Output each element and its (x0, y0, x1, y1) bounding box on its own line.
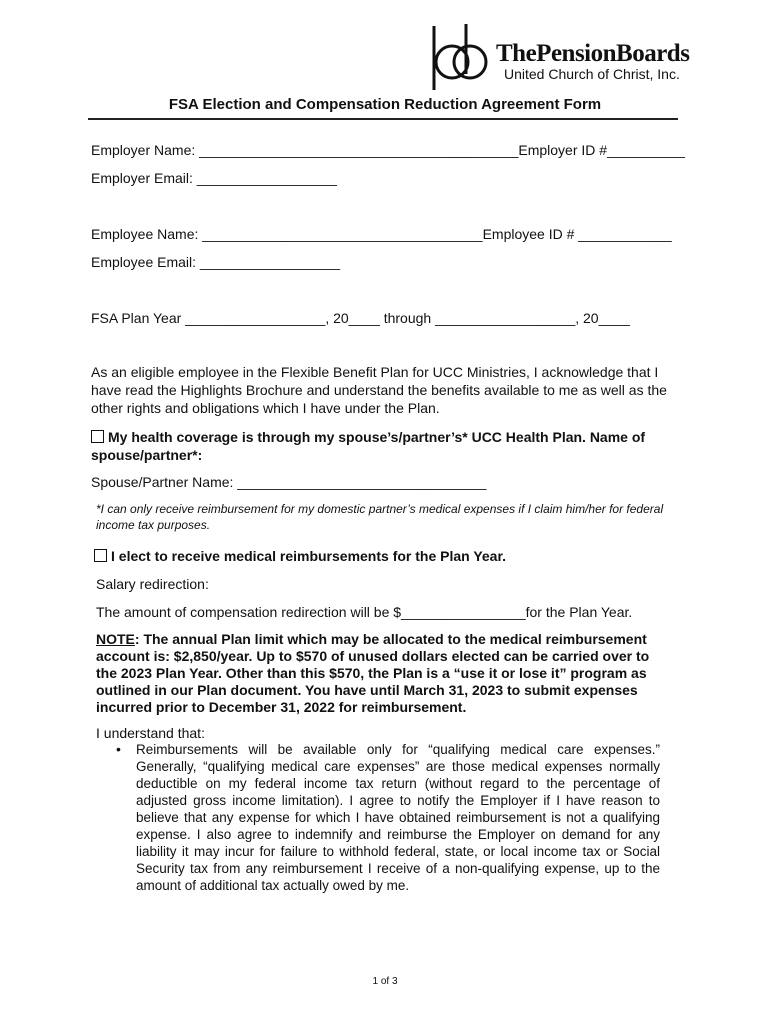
title-divider (88, 118, 678, 120)
understand-intro: I understand that: (96, 725, 205, 741)
bullet-marker: • (116, 741, 121, 757)
employee-name-field[interactable]: Employee Name: ____________________________________Employee ID # ____________ (91, 226, 672, 242)
intro-paragraph: As an eligible employee in the Flexible Benefit Plan for UCC Ministries, I acknowledge that I have read the Highlights Brochure and understand the benefits available to me as well as the other rights and obligations which I have under the Plan. (91, 364, 667, 416)
logo-title: ThePensionBoards (496, 40, 690, 67)
spouse-coverage-checkbox[interactable] (91, 430, 104, 443)
page-number: 1 of 3 (372, 976, 398, 987)
pension-boards-logo-icon (428, 24, 494, 92)
reimbursement-checkbox[interactable] (94, 549, 107, 562)
redirection-amount-field[interactable]: The amount of compensation redirection will be $________________for the Plan Year. (96, 604, 633, 620)
spouse-coverage-option (91, 428, 671, 464)
note-text: : The annual Plan limit which may be allocated to the medical reimbursement account is: $2,850/year. Up to $570 of unused dollars elected can be carried over to the 2023 Plan Year. Other than this $570, the Plan is a “use it or lose it” program as outlined in our Plan document. You have until March 31, 2023 to submit expenses incurred prior to December 31, 2022 for reimbursement. (96, 631, 650, 715)
employer-name-field[interactable]: Employer Name: _________________________________________Employer ID #__________ (91, 142, 685, 158)
plan-limit-note (96, 631, 656, 716)
reimbursement-option (94, 547, 674, 565)
plan-year-field[interactable]: FSA Plan Year __________________, 20____ through __________________, 20____ (91, 310, 630, 326)
note-label: NOTE (96, 631, 135, 647)
reimbursement-label: I elect to receive medical reimbursements for the Plan Year. (111, 548, 507, 564)
understanding-bullet: Reimbursements will be available only for “qualifying medical care expenses.” Generally, “qualifying medical care expenses” are those medical expenses normally deductible on my federal income tax return (without regard to the percentage of adjusted gross income limitation). I agree to notify the Employer if I have reason to believe that any expense for which I have obtained reimbursement is not a qualifying expense. I also agree to indemnify and reimburse the Employer on demand for any liability it may incur for failure to withhold federal, state, or local income tax or Social Security tax from any reimbursement I receive of a non-qualifying expense, up to the amount of additional tax actually owed by me. (136, 742, 660, 893)
employee-email-field[interactable]: Employee Email: __________________ (91, 254, 341, 270)
spouse-partner-name-field[interactable]: Spouse/Partner Name: ________________________________ (91, 474, 487, 490)
spouse-coverage-label: My health coverage is through my spouse’s/partner’s* UCC Health Plan. Name of spouse/partner*: (91, 429, 646, 463)
salary-redirection-label: Salary redirection: (96, 576, 209, 592)
employer-email-field[interactable]: Employer Email: __________________ (91, 170, 337, 186)
logo-subtitle: United Church of Christ, Inc. (504, 66, 680, 82)
form-title: FSA Election and Compensation Reduction Agreement Form (168, 96, 602, 113)
domestic-partner-footnote: *I can only receive reimbursement for my domestic partner’s medical expenses if I claim him/her for federal income tax purposes. (96, 502, 664, 532)
